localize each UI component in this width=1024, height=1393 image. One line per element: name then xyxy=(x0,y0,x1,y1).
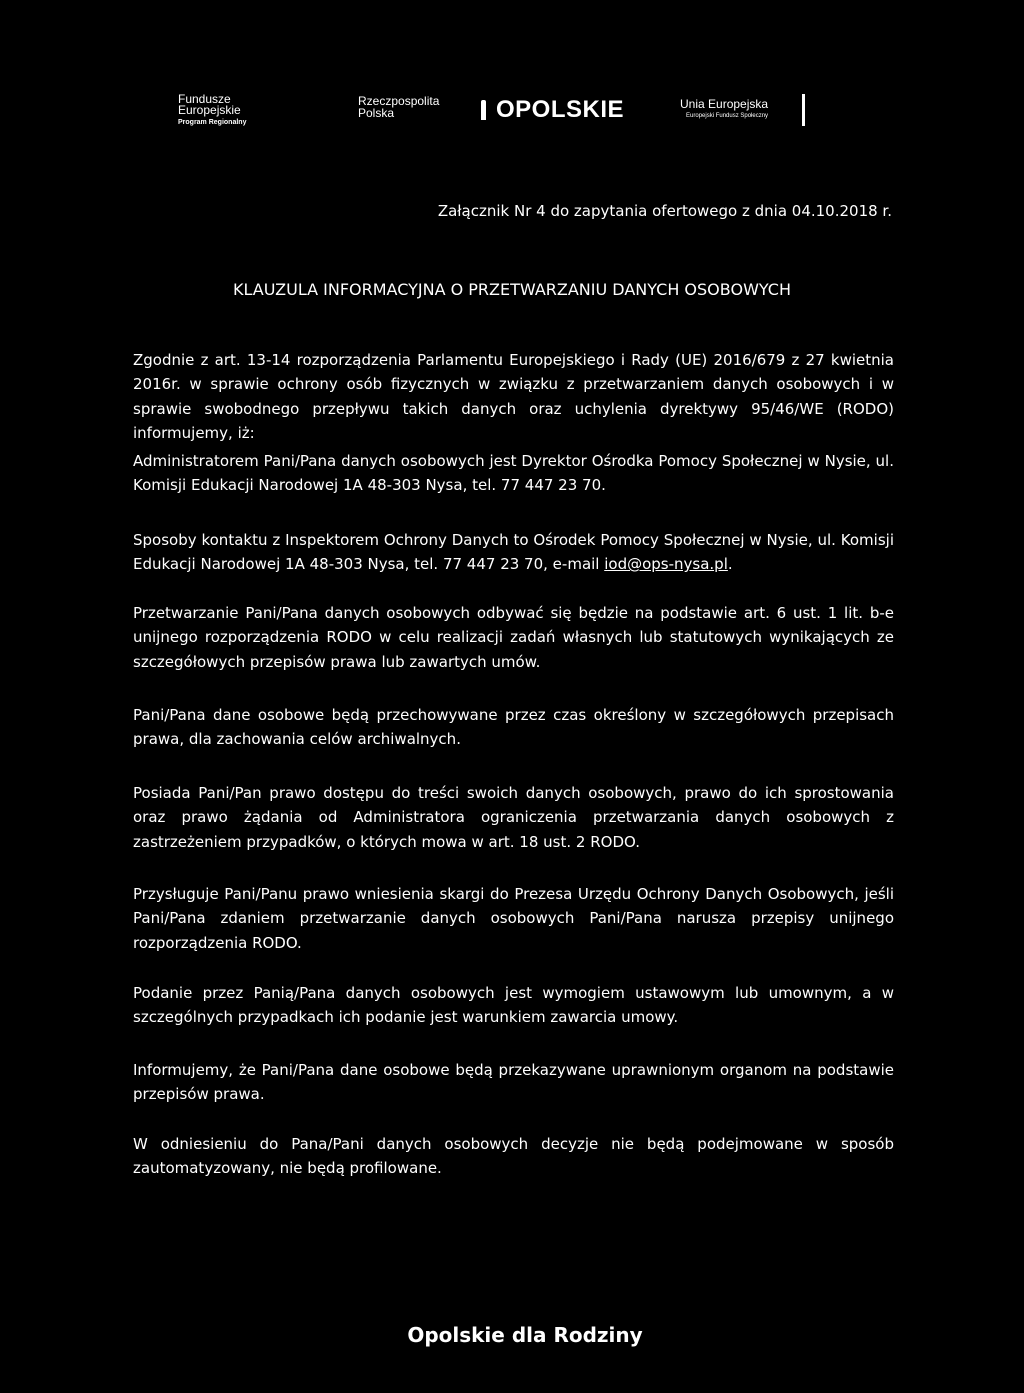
logo-rp-line1: Rzeczpospolita xyxy=(358,94,440,108)
paragraph-text: Zgodnie z art. 13-14 rozporządzenia Parlamentu Europejskiego i Rady (UE) 2016/679 z 27 kwietnia 2016r. w sprawie ochrony osób fizycznych w związku z przetwarzaniem danych osobowych i w sprawie swobodnego przepływu takich danych oraz uchylenia dyrektywy 95/46/WE (RODO) informujemy, iż: xyxy=(133,351,894,442)
contact-end: . xyxy=(727,555,733,574)
logo-fe-line3: Program Regionalny xyxy=(178,119,247,126)
paragraph-automation xyxy=(133,1132,894,1181)
logo-ue-line1: Unia Europejska xyxy=(680,97,769,111)
logo-rp-line2: Polska xyxy=(358,106,395,120)
document-title: KLAUZULA INFORMACYJNA O PRZETWARZANIU DANYCH OSOBOWYCH xyxy=(233,280,791,299)
paragraph-administrator xyxy=(133,449,894,498)
eu-flag-icon xyxy=(802,94,805,126)
unia-europejska-logo xyxy=(680,98,768,122)
paragraph-text: Informujemy, że Pani/Pana dane osobowe będą przekazywane uprawnionym organom na podstawie przepisów prawa. xyxy=(133,1061,894,1104)
rzeczpospolita-polska-logo xyxy=(358,95,439,119)
paragraph-requirement xyxy=(133,981,894,1030)
paragraph-text: Podanie przez Panią/Pana danych osobowych jest wymogiem ustawowym lub umownym, a w szczególnych przypadkach ich podanie jest warunkiem zawarcia umowy. xyxy=(133,984,894,1027)
paragraph-retention xyxy=(133,703,894,752)
paragraph-text: Administratorem Pani/Pana danych osobowych jest Dyrektor Ośrodka Pomocy Społecznej w Nysie, ul. Komisji Edukacji Narodowej 1A 48-303 Nysa, tel. 77 447 23 70. xyxy=(133,452,894,495)
paragraph-rights xyxy=(133,781,894,854)
logo-fe-line1: Fundusze xyxy=(178,92,231,106)
attachment-note: Załącznik Nr 4 do zapytania ofertowego z dnia 04.10.2018 r. xyxy=(437,202,892,220)
paragraph-text: Posiada Pani/Pan prawo dostępu do treści swoich danych osobowych, prawo do ich sprostowania oraz prawo żądania od Administratora ograniczenia przetwarzania danych osobowych z zastrzeżeniem przypadków, o których mowa w art. 18 ust. 2 RODO. xyxy=(133,784,894,851)
paragraph-text: Przysługuje Pani/Panu prawo wniesienia skargi do Prezesa Urzędu Ochrony Danych Osobowych, jeśli Pani/Pana zdaniem przetwarzanie danych osobowych Pani/Pana narusza przepisy unijnego rozporządzenia RODO. xyxy=(133,885,894,952)
logo-ue-line2: Europejski Fundusz Społeczny xyxy=(686,113,769,119)
email-link[interactable]: iod@ops-nysa.pl xyxy=(604,555,728,574)
paragraph-legal-basis xyxy=(133,348,894,445)
paragraph-text: Pani/Pana dane osobowe będą przechowywane przez czas określony w szczegółowych przepisach prawa, dla zachowania celów archiwalnych. xyxy=(133,706,894,749)
paragraph-legal-processing xyxy=(133,601,894,674)
opolskie-logo xyxy=(481,96,624,124)
contact-text: Sposoby kontaktu z Inspektorem Ochrony Danych to Ośrodek Pomocy Społecznej w Nysie, ul. Komisji Edukacji Narodowej 1A 48-303 Nysa, tel. 77 447 23 70, e-mail xyxy=(133,531,894,574)
paragraph-complaint xyxy=(133,882,894,955)
paragraph-text: W odniesieniu do Pana/Pani danych osobowych decyzje nie będą podejmowane w sposób zautomatyzowany, nie będą profilowane. xyxy=(133,1135,894,1178)
paragraph-text: Przetwarzanie Pani/Pana danych osobowych odbywać się będzie na podstawie art. 6 ust. 1 lit. b-e unijnego rozporządzenia RODO w celu realizacji zadań własnych lub statutowych wynikających ze szczegółowych przepisów prawa lub zawartych umów. xyxy=(133,604,894,671)
paragraph-text xyxy=(133,528,894,577)
logo-fe-line2: Europejskie xyxy=(178,103,241,117)
fundusze-europejskie-logo xyxy=(178,94,246,128)
paragraph-contact xyxy=(133,528,894,577)
paragraph-transfer xyxy=(133,1058,894,1107)
flag-icon xyxy=(481,100,486,120)
footer-slogan: Opolskie dla Rodziny xyxy=(407,1323,643,1347)
logo-bar xyxy=(0,92,1024,142)
logo-op-text: OPOLSKIE xyxy=(496,96,625,123)
